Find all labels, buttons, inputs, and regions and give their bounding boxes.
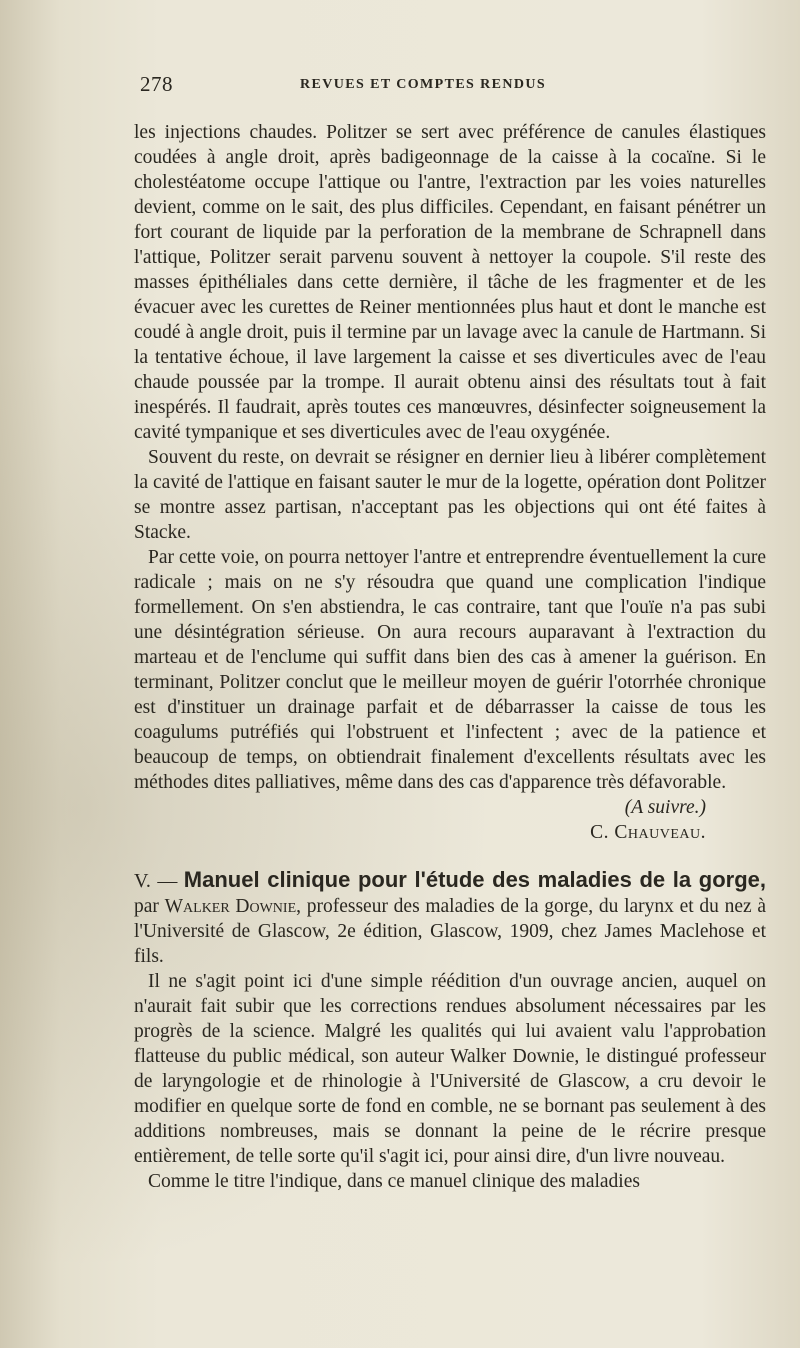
paragraph: les injections chaudes. Politzer se sert avec préférence de canules élastiques coudées à angle droit, après badigeonnage de la caisse à la cocaïne. Si le cholestéatome occupe l'attique ou l'antre, l'extraction par les voies naturelles devient, comme on le sait, des plus difficiles. Cependant, en faisant pénétrer un fort courant de liquide par la perforation de la membrane de Schrapnell dans l'attique, Politzer serait parvenu souvent à nettoyer la coupole. S'il reste des masses épithéliales dans cette dernière, il tâche de les fragmenter et de les évacuer avec les curettes de Reiner mentionnées plus haut et dont le manche est coudé à angle droit, puis il termine par un lavage avec la canule de Hartmann. Si la tentative échoue, il lave largement la caisse et ses diverticules avec de l'eau chaude poussée par la trompe. Il aurait obtenu ainsi des résultats tout à fait inespérés. Il faudrait, après toutes ces manœuvres, désinfecter soigneusement la cavité tympanique et ses diverticules avec de l'eau oxygénée. — [134, 122, 766, 443]
paragraph: Il ne s'agit point ici d'une simple réédition d'un ouvrage ancien, auquel on n'aurait fait subir que les corrections rendues absolument nécessaires par les progrès de la science. Malgré les qualités qui lui avaient valu l'approbation flatteuse du public médical, son auteur Walker Downie, le distingué professeur de laryngologie et de rhinologie à l'Université de Glascow, a cru devoir le modifier en quelque sorte de fond en comble, ne se bornant pas seulement à des additions nombreuses, mais se donnant la peine de le récrire presque entièrement, de telle sorte qu'il s'agit ici, pour ainsi dire, d'un livre nouveau. — [134, 971, 766, 1167]
suivre-line — [134, 795, 766, 820]
running-head: REVUES ET COMPTES RENDUS — [300, 77, 547, 92]
paragraph: Par cette voie, on pourra nettoyer l'antre et entreprendre éventuellement la cure radicale ; mais on ne s'y résoudra que quand une complication l'indique formellement. On s'en abstiendra, le cas contraire, tant que l'ouïe n'a pas subi une désintégration sérieuse. On aura recours auparavant à l'extraction du marteau et de l'enclume qui suffit dans bien des cas à amener la guérison. En terminant, Politzer conclut que le meilleur moyen de guérir l'otorrhée chronique est d'instituer un drainage parfait et de débarrasser la caisse de tous les coagulums putréfiés qui l'obstruent et l'infectent ; avec de la patience et beaucoup de temps, on obtiendrait finalement d'excellents résultats avec les méthodes dites palliatives, même dans des cas d'apparence très défavorable. — [134, 547, 766, 793]
review-number: V. — — [134, 870, 178, 892]
book-title: Manuel clinique pour l'étude des maladies de la gorge, — [183, 867, 766, 892]
page-header — [140, 72, 770, 102]
body-text — [134, 120, 766, 1194]
review-heading — [134, 867, 766, 969]
review-author-signature: C. Chauveau. — [590, 822, 706, 843]
paragraph: Comme le titre l'indique, dans ce manuel clinique des maladies — [148, 1171, 640, 1192]
page-number: 278 — [140, 72, 173, 96]
book-author: Walker Downie, — [164, 896, 302, 917]
signature-line — [134, 820, 766, 845]
by-word: par — [134, 896, 159, 917]
a-suivre-note: (A suivre.) — [624, 797, 706, 818]
book-citation: professeur des maladies de la gorge, du larynx et du nez à l'Université de Glascow, 2e édition, Glascow, 1909, chez James Maclehose et fils. — [134, 896, 767, 967]
paragraph: Souvent du reste, on devrait se résigner en dernier lieu à libérer complètement la cavité de l'attique en faisant sauter le mur de la logette, opération dont Politzer se montre assez partisan, n'acceptant pas les objections qui ont été faites à Stacke. — [134, 447, 766, 543]
